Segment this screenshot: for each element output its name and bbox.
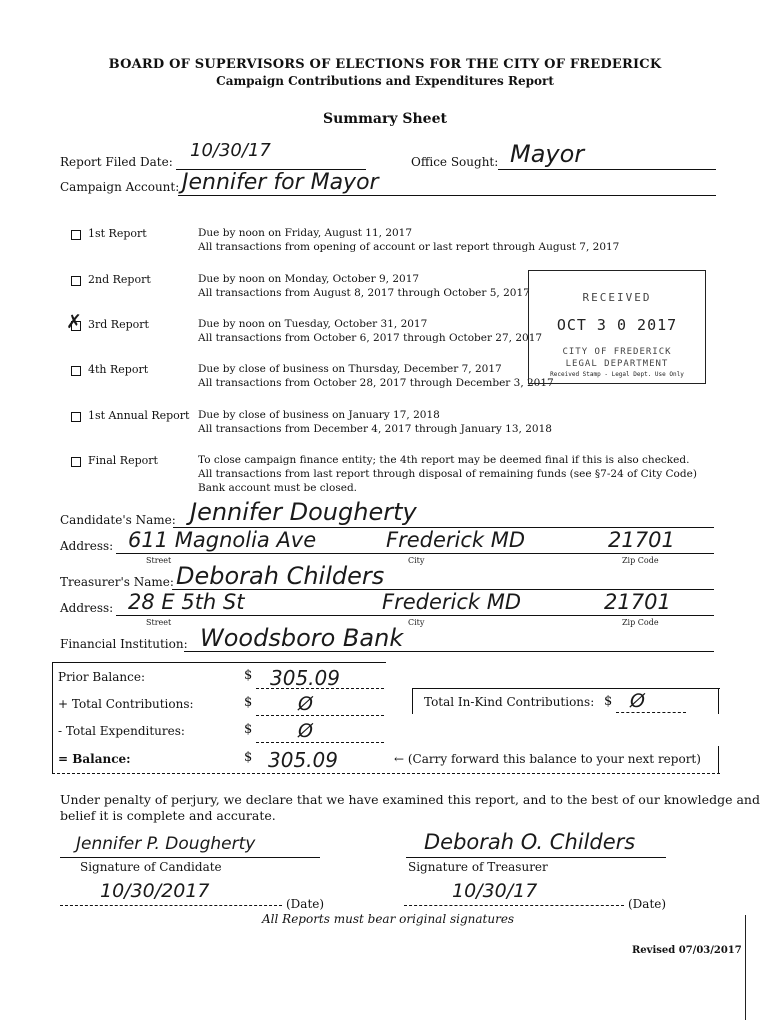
report-due: Due by close of business on Thursday, December 7, 2017: [198, 363, 502, 375]
report-filed-date-label: Report Filed Date:: [60, 155, 173, 169]
total-expenditures-value[interactable]: Ø: [298, 720, 313, 742]
treasurer-street-value[interactable]: 28 E 5th St: [128, 590, 245, 614]
balance-box-top: [52, 662, 386, 663]
candidate-city-value[interactable]: Frederick MD: [386, 528, 526, 552]
total-contributions-value[interactable]: Ø: [298, 693, 313, 715]
received-stamp: [528, 270, 706, 384]
balance-row-right-edge: [718, 746, 719, 774]
treasurer-city-value[interactable]: Frederick MD: [382, 590, 522, 614]
inkind-label: Total In-Kind Contributions:: [424, 695, 595, 709]
balance-value[interactable]: 305.09: [268, 748, 338, 772]
treasurer-signature-label: Signature of Treasurer: [408, 860, 548, 874]
candidate-date-label: (Date): [286, 897, 325, 911]
candidate-name-label: Candidate's Name:: [60, 513, 176, 527]
report-note: Bank account must be closed.: [198, 482, 358, 494]
campaign-account-label: Campaign Account:: [60, 180, 180, 194]
inkind-box-left: [412, 688, 413, 714]
treasurer-signature[interactable]: Deborah O. Childers: [424, 830, 636, 854]
report-label: 1st Annual Report: [88, 409, 190, 422]
total-expenditures-dollar: $: [244, 722, 253, 737]
balance-dollar: $: [244, 750, 253, 765]
treasurer-date-label: (Date): [628, 897, 667, 911]
report-period: All transactions from last report through disposal of remaining funds (see §7-24 of City Code): [198, 468, 697, 480]
report-label: 1st Report: [88, 227, 147, 240]
report-due: To close campaign finance entity; the 4th report may be deemed final if this is also checked.: [198, 454, 690, 466]
report-due: Due by noon on Monday, October 9, 2017: [198, 273, 420, 285]
financial-institution-label: Financial Institution:: [60, 637, 188, 651]
treasurer-zip-caption: Zip Code: [622, 618, 659, 627]
revised-date: Revised 07/03/2017: [632, 945, 742, 956]
candidate-signature[interactable]: Jennifer P. Dougherty: [76, 834, 256, 854]
report-label: 3rd Report: [88, 318, 149, 331]
stamp-dept: LEGAL DEPARTMENT: [565, 359, 669, 369]
declaration-line-2: belief it is complete and accurate.: [60, 808, 276, 823]
carry-forward-note: ← (Carry forward this balance to your next report): [394, 752, 701, 766]
total-contributions-label: + Total Contributions:: [58, 697, 194, 711]
treasurer-street-caption: Street: [146, 618, 172, 627]
report-filed-date-value[interactable]: 10/30/17: [190, 140, 271, 161]
candidate-street-caption: Street: [146, 556, 172, 565]
office-sought-label: Office Sought:: [411, 155, 499, 169]
financial-institution-value[interactable]: Woodsboro Bank: [200, 624, 404, 652]
campaign-account-value[interactable]: Jennifer for Mayor: [182, 170, 379, 195]
treasurer-name-label: Treasurer's Name:: [60, 575, 174, 589]
report-checkbox[interactable]: [71, 412, 81, 422]
candidate-street-value[interactable]: 611 Magnolia Ave: [128, 528, 317, 552]
check-mark-icon: ✗: [66, 311, 82, 333]
report-checkbox[interactable]: [71, 276, 81, 286]
total-expenditures-label: - Total Expenditures:: [58, 724, 185, 738]
report-period: All transactions from August 8, 2017 through October 5, 2017: [198, 287, 530, 299]
candidate-name-value[interactable]: Jennifer Dougherty: [190, 498, 417, 526]
report-due: Due by noon on Friday, August 11, 2017: [198, 227, 413, 239]
scan-edge-line: [745, 915, 746, 1020]
report-due: Due by noon on Tuesday, October 31, 2017: [198, 318, 428, 330]
stamp-date: OCT 3 0 2017: [556, 316, 678, 334]
report-label: 2nd Report: [88, 273, 151, 286]
report-checkbox[interactable]: [71, 230, 81, 240]
report-period: All transactions from opening of account or last report through August 7, 2017: [198, 241, 620, 253]
treasurer-zip-value[interactable]: 21701: [604, 590, 671, 614]
inkind-value[interactable]: Ø: [630, 690, 645, 712]
balance-label: = Balance:: [58, 752, 131, 766]
candidate-zip-value[interactable]: 21701: [608, 528, 675, 552]
prior-balance-label: Prior Balance:: [58, 670, 145, 684]
stamp-received: RECEIVED: [582, 291, 652, 304]
report-label: 4th Report: [88, 363, 149, 376]
prior-balance-dollar: $: [244, 668, 253, 683]
original-signatures-note: All Reports must bear original signatures: [262, 912, 515, 926]
inkind-box-right: [718, 688, 719, 714]
report-checkbox[interactable]: [71, 366, 81, 376]
candidate-zip-caption: Zip Code: [622, 556, 659, 565]
office-sought-value[interactable]: Mayor: [510, 140, 585, 168]
stamp-note: Received Stamp - Legal Dept. Use Only: [550, 371, 684, 378]
summary-sheet-title: Summary Sheet: [323, 111, 447, 127]
total-contributions-dollar: $: [244, 695, 253, 710]
inkind-dollar: $: [604, 694, 613, 709]
candidate-address-label: Address:: [60, 539, 114, 553]
report-period: All transactions from December 4, 2017 through January 13, 2018: [198, 423, 552, 435]
prior-balance-value[interactable]: 305.09: [270, 666, 340, 690]
report-subtitle: Campaign Contributions and Expenditures Report: [216, 74, 554, 88]
inkind-box-top: [412, 688, 720, 689]
treasurer-name-value[interactable]: Deborah Childers: [176, 562, 385, 590]
report-checkbox[interactable]: [71, 457, 81, 467]
report-label: Final Report: [88, 454, 158, 467]
candidate-signature-label: Signature of Candidate: [80, 860, 222, 874]
report-due: Due by close of business on January 17, 2018: [198, 409, 440, 421]
declaration-line-1: Under penalty of perjury, we declare that we have examined this report, and to the best of our knowledge and: [60, 792, 760, 807]
stamp-city: CITY OF FREDERICK: [562, 347, 672, 357]
report-period: All transactions from October 28, 2017 through December 3, 2017: [198, 377, 554, 389]
treasurer-city-caption: City: [408, 618, 425, 627]
balance-box-left: [52, 662, 53, 774]
candidate-date-value[interactable]: 10/30/2017: [100, 880, 210, 902]
board-title: BOARD OF SUPERVISORS OF ELECTIONS FOR THE CITY OF FREDERICK: [108, 57, 662, 72]
candidate-city-caption: City: [408, 556, 425, 565]
report-period: All transactions from October 6, 2017 through October 27, 2017: [198, 332, 543, 344]
treasurer-address-label: Address:: [60, 601, 114, 615]
treasurer-date-value[interactable]: 10/30/17: [452, 880, 538, 902]
